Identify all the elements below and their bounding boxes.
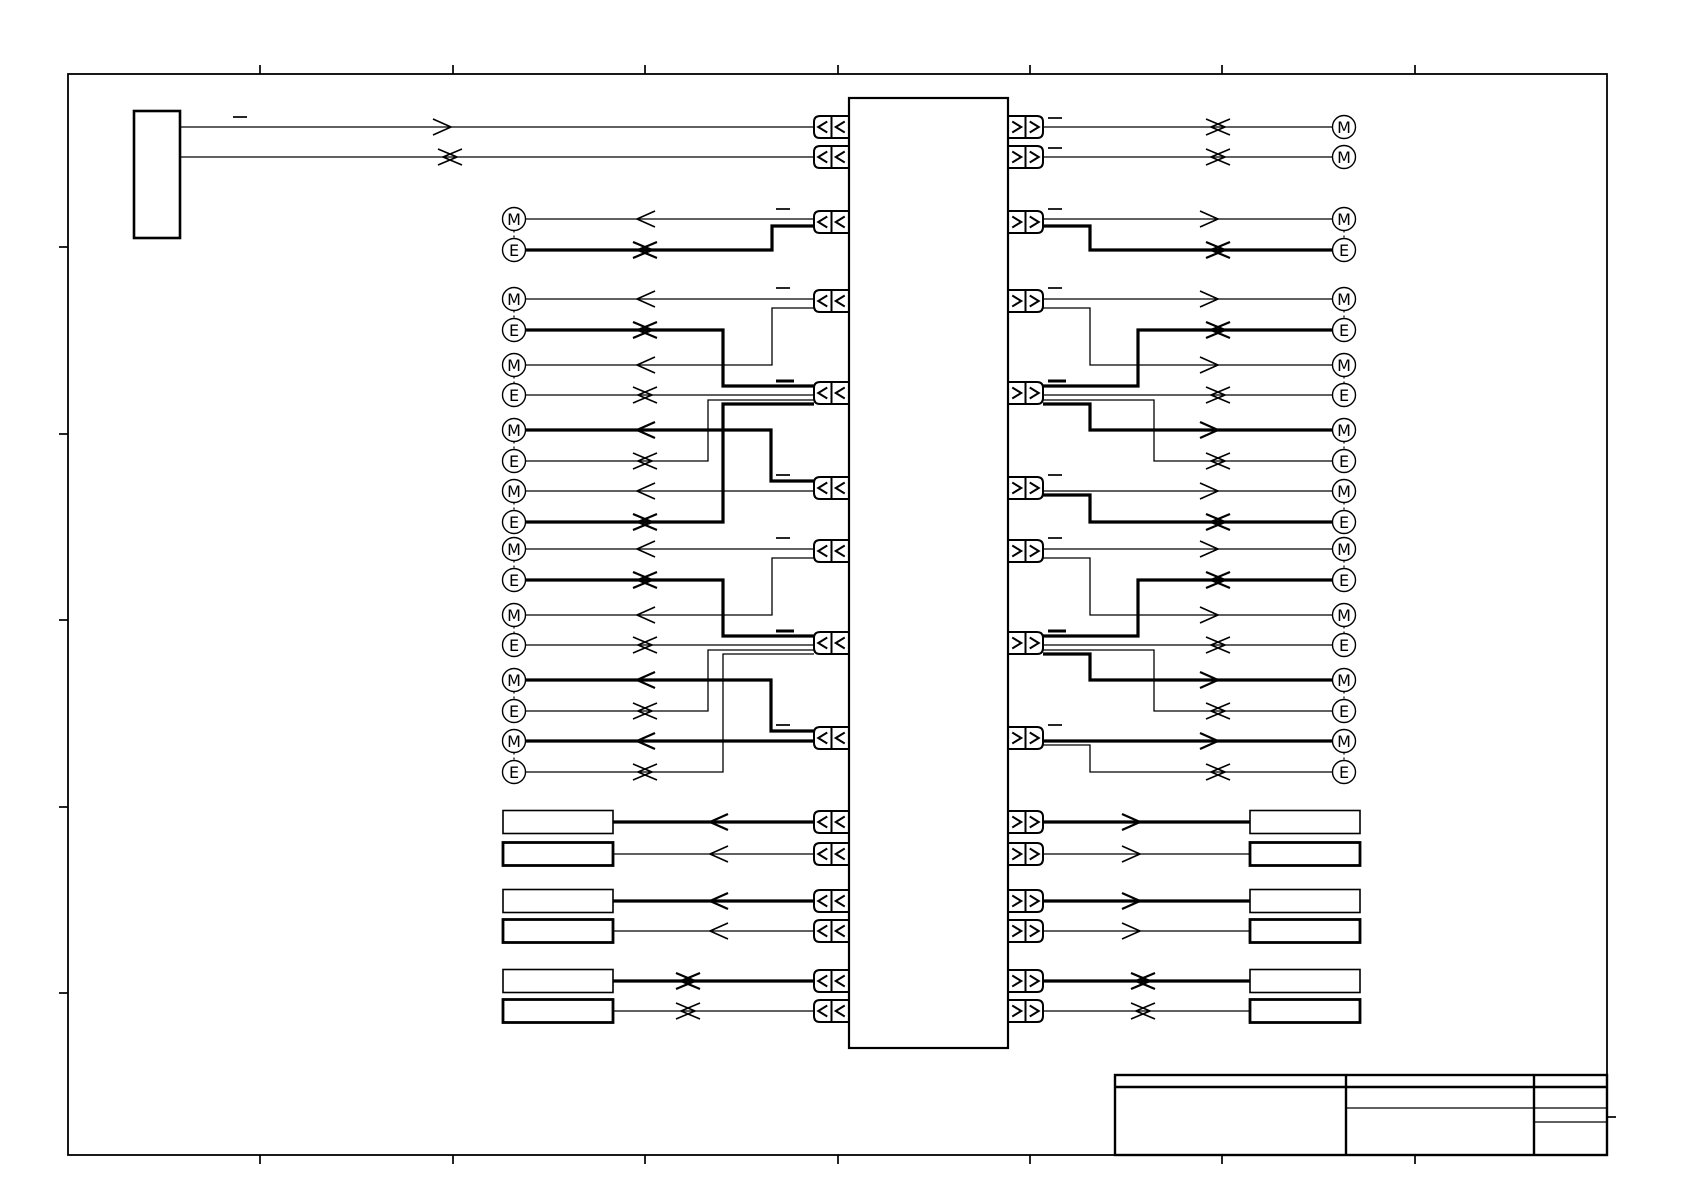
motor-label: M — [1337, 420, 1351, 440]
device-box — [503, 811, 613, 834]
device-box — [503, 890, 613, 913]
encoder-label: E — [508, 512, 520, 532]
connector-chevron-icon — [818, 817, 827, 828]
connector-chevron-icon — [818, 483, 827, 494]
encoder-label: E — [1338, 762, 1350, 782]
device-box — [1250, 970, 1360, 993]
connector-chevron-icon — [1012, 926, 1021, 937]
connector-chevron-icon — [1030, 926, 1039, 937]
encoder-label: E — [1338, 635, 1350, 655]
encoder-label: E — [508, 451, 520, 471]
motor-label: M — [507, 539, 521, 559]
motor-label: M — [1337, 670, 1351, 690]
connector-chevron-icon — [1012, 122, 1021, 133]
motor-label: M — [507, 481, 521, 501]
encoder-label: E — [1338, 451, 1350, 471]
motor-label: M — [1337, 605, 1351, 625]
encoder-label: E — [1338, 320, 1350, 340]
connector-chevron-icon — [836, 388, 845, 399]
connector-chevron-icon — [836, 1006, 845, 1017]
connector-chevron-icon — [1012, 152, 1021, 163]
connector-chevron-icon — [1012, 217, 1021, 228]
connector-chevron-icon — [818, 217, 827, 228]
connector-chevron-icon — [1030, 217, 1039, 228]
connector-chevron-icon — [818, 1006, 827, 1017]
encoder-label: E — [508, 635, 520, 655]
connector-chevron-icon — [1030, 849, 1039, 860]
motor-label: M — [507, 420, 521, 440]
encoder-label: E — [508, 701, 520, 721]
connector-chevron-icon — [1030, 896, 1039, 907]
connector-chevron-icon — [1012, 296, 1021, 307]
wire — [1043, 226, 1333, 250]
connector-chevron-icon — [1030, 638, 1039, 649]
wire — [1043, 495, 1333, 522]
motor-label: M — [1337, 117, 1351, 137]
wire — [1043, 330, 1333, 386]
connector-chevron-icon — [1012, 817, 1021, 828]
encoder-label: E — [508, 240, 520, 260]
motor-label: M — [507, 731, 521, 751]
connector-chevron-icon — [818, 733, 827, 744]
wire — [526, 580, 815, 636]
connector-chevron-icon — [1012, 976, 1021, 987]
wire — [1043, 745, 1333, 772]
encoder-label: E — [1338, 570, 1350, 590]
wire — [526, 308, 815, 365]
connector-chevron-icon — [1012, 388, 1021, 399]
connector-chevron-icon — [836, 296, 845, 307]
device-box — [1250, 1000, 1360, 1023]
connector-chevron-icon — [818, 122, 827, 133]
device-box — [1250, 811, 1360, 834]
connector-chevron-icon — [1012, 546, 1021, 557]
connector-chevron-icon — [1012, 733, 1021, 744]
connector-chevron-icon — [1030, 1006, 1039, 1017]
connector-chevron-icon — [1030, 296, 1039, 307]
wire — [526, 430, 815, 481]
wire — [526, 226, 815, 250]
connector-chevron-icon — [836, 152, 845, 163]
connector-chevron-icon — [818, 638, 827, 649]
encoder-label: E — [1338, 701, 1350, 721]
motor-label: M — [1337, 539, 1351, 559]
motor-label: M — [507, 209, 521, 229]
connector-chevron-icon — [836, 817, 845, 828]
encoder-label: E — [508, 385, 520, 405]
connector-chevron-icon — [1030, 152, 1039, 163]
connector-chevron-icon — [818, 849, 827, 860]
connector-chevron-icon — [836, 849, 845, 860]
encoder-label: E — [1338, 240, 1350, 260]
connector-chevron-icon — [836, 122, 845, 133]
encoder-label: E — [1338, 385, 1350, 405]
connector-chevron-icon — [1012, 483, 1021, 494]
wire — [526, 680, 815, 731]
encoder-label: E — [508, 762, 520, 782]
device-box — [503, 1000, 613, 1023]
device-box — [1250, 920, 1360, 943]
device-box — [1250, 890, 1360, 913]
connector-chevron-icon — [1030, 546, 1039, 557]
wire — [1043, 308, 1333, 365]
connector-chevron-icon — [1012, 638, 1021, 649]
connector-chevron-icon — [836, 926, 845, 937]
motor-label: M — [507, 670, 521, 690]
motor-label: M — [1337, 481, 1351, 501]
connector-chevron-icon — [818, 896, 827, 907]
wire — [526, 558, 815, 615]
connector-chevron-icon — [836, 483, 845, 494]
connector-chevron-icon — [818, 926, 827, 937]
connector-chevron-icon — [818, 546, 827, 557]
connector-chevron-icon — [818, 388, 827, 399]
connector-chevron-icon — [818, 296, 827, 307]
connector-chevron-icon — [818, 976, 827, 987]
connector-chevron-icon — [836, 546, 845, 557]
connector-chevron-icon — [836, 976, 845, 987]
connector-chevron-icon — [1012, 849, 1021, 860]
connector-chevron-icon — [1030, 483, 1039, 494]
connector-chevron-icon — [1030, 388, 1039, 399]
connector-chevron-icon — [1030, 122, 1039, 133]
encoder-label: E — [1338, 512, 1350, 532]
motor-label: M — [1337, 147, 1351, 167]
controller-block — [849, 98, 1008, 1048]
connector-chevron-icon — [1030, 817, 1039, 828]
encoder-label: E — [508, 320, 520, 340]
connector-chevron-icon — [836, 896, 845, 907]
connector-chevron-icon — [836, 733, 845, 744]
connector-chevron-icon — [836, 217, 845, 228]
device-box — [503, 970, 613, 993]
connector-chevron-icon — [1030, 976, 1039, 987]
device-box — [1250, 843, 1360, 866]
connector-chevron-icon — [818, 152, 827, 163]
motor-label: M — [1337, 209, 1351, 229]
device-box — [503, 843, 613, 866]
connector-chevron-icon — [1012, 896, 1021, 907]
wire — [1043, 654, 1333, 680]
motor-label: M — [1337, 731, 1351, 751]
motor-label: M — [507, 355, 521, 375]
wire — [526, 330, 815, 386]
wire — [1043, 558, 1333, 615]
motor-label: M — [1337, 355, 1351, 375]
motor-label: M — [507, 605, 521, 625]
source-device-box — [134, 111, 180, 238]
motor-label: M — [1337, 289, 1351, 309]
connector-chevron-icon — [1030, 733, 1039, 744]
connector-chevron-icon — [836, 638, 845, 649]
device-box — [503, 920, 613, 943]
motor-label: M — [507, 289, 521, 309]
encoder-label: E — [508, 570, 520, 590]
wire — [1043, 404, 1333, 430]
connector-chevron-icon — [1012, 1006, 1021, 1017]
wire — [1043, 580, 1333, 636]
